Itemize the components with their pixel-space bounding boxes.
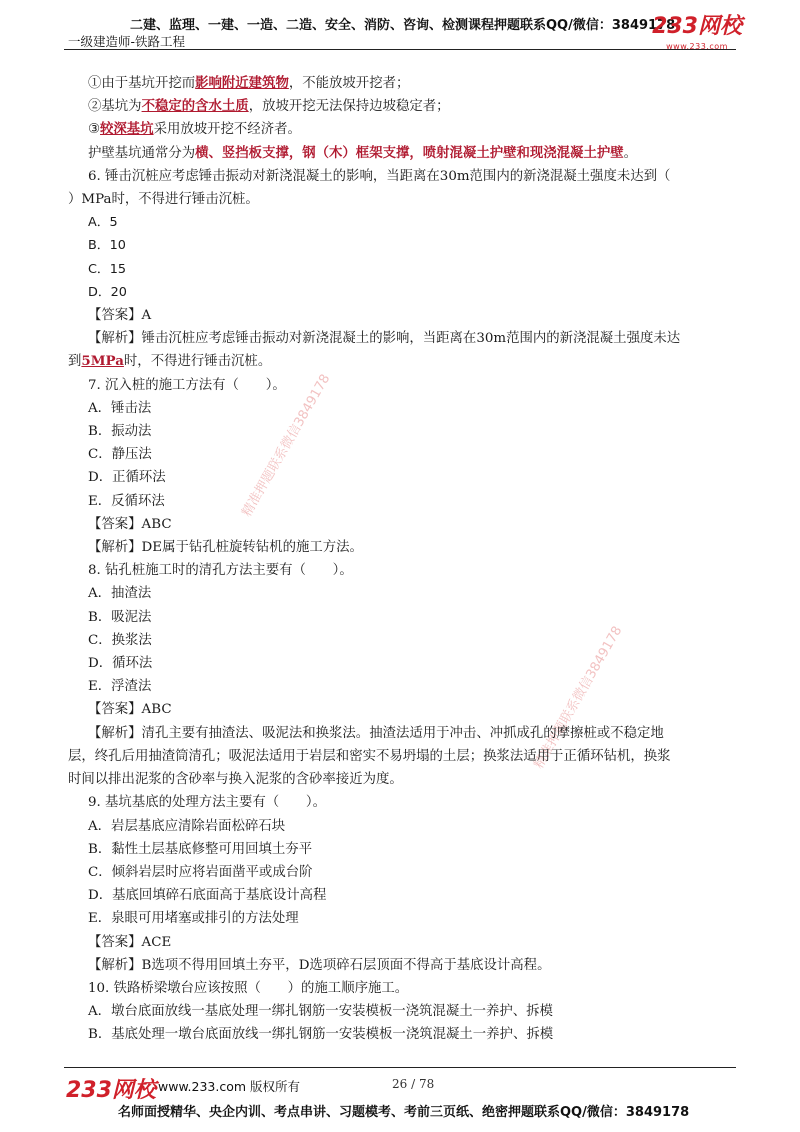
footer-logo: 233网校: [66, 1078, 156, 1103]
list-item: ③较深基坑采用放坡开挖不经济者。: [88, 121, 301, 138]
explanation-continued: 时间以排出泥浆的含砂率与换入泥浆的含砂率接近为度。: [68, 772, 403, 788]
answer: 【答案】ABC: [88, 702, 172, 718]
explanation: 【解析】DE属于钻孔桩旋转钻机的施工方法。: [88, 540, 363, 556]
page-number: 26 / 78: [392, 1077, 435, 1091]
header-contact-line: 二建、监理、一建、一造、二造、安全、消防、咨询、检测课程押题联系QQ/微信：3849178: [130, 18, 676, 33]
option: E．泉眼可用堵塞或排引的方法处理: [88, 911, 299, 927]
footer-contact-line: 名师面授精华、央企内训、考点串讲、习题模考、考前三页纸、绝密押题联系QQ/微信：3849178: [118, 1105, 690, 1120]
footer-divider: [64, 1067, 736, 1068]
list-item: ①由于基坑开挖而影响附近建筑物，不能放坡开挖者；: [88, 75, 410, 91]
option: B．基底处理一墩台底面放线一绑扎钢筋一安装模板一浇筑混凝土一养护、拆模: [88, 1027, 554, 1043]
answer: 【答案】ABC: [88, 516, 172, 532]
explanation-continued: 到5MPa时，不得进行锤击沉桩。: [68, 353, 272, 370]
document-body: [68, 72, 720, 1047]
question-8: 8. 钻孔桩施工时的清孔方法主要有（ ）。: [88, 563, 353, 579]
option: A．抽渣法: [88, 586, 152, 602]
header-divider: [64, 49, 736, 50]
watermark: 精准押题联系微信3849178: [531, 623, 626, 772]
question-7: 7. 沉入桩的施工方法有（ ）。: [88, 377, 286, 393]
footer-copyright: www.233.com 版权所有: [158, 1079, 300, 1094]
option: C．倾斜岩层时应将岩面凿平或成台阶: [88, 864, 313, 880]
option: C．静压法: [88, 447, 152, 463]
explanation: 【解析】锤击沉桩应考虑锤击振动对新浇混凝土的影响，当距离在30m范围内的新浇混凝土强度未达: [88, 331, 681, 347]
option: A．5: [88, 215, 118, 231]
paragraph: 护壁基坑通常分为横、竖挡板支撑，钢（木）框架支撑，喷射混凝土护壁和现浇混凝土护壁。: [88, 144, 638, 161]
list-item: ②基坑为不稳定的含水土质，放坡开挖无法保持边坡稳定者；: [88, 98, 450, 115]
watermark: 精准押题联系微信3849178: [239, 371, 334, 520]
option: B．振动法: [88, 424, 152, 440]
option: B．吸泥法: [88, 609, 152, 625]
question-6-continued: ）MPa时，不得进行锤击沉桩。: [68, 192, 259, 208]
option: C．15: [88, 261, 127, 277]
option: A．墩台底面放线一基底处理一绑扎钢筋一安装模板一浇筑混凝土一养护、拆模: [88, 1004, 553, 1020]
explanation: 【解析】清孔主要有抽渣法、吸泥法和换浆法。抽渣法适用于冲击、冲抓成孔的摩擦桩或不稳定地: [88, 725, 664, 741]
answer: 【答案】ACE: [88, 934, 172, 950]
question-10: 10. 铁路桥梁墩台应该按照（ ）的施工顺序施工。: [88, 980, 409, 996]
question-9: 9. 基坑基底的处理方法主要有（ ）。: [88, 795, 326, 811]
option: A．岩层基底应清除岩面松碎石块: [88, 818, 286, 834]
explanation: 【解析】B选项不得用回填土夯平，D选项碎石层顶面不得高于基底设计高程。: [88, 957, 551, 973]
option: B．10: [88, 238, 126, 254]
question-6: 6. 锤击沉桩应考虑锤击振动对新浇混凝土的影响，当距离在30m范围内的新浇混凝土强度未达到（: [88, 168, 671, 184]
option: D．20: [88, 284, 127, 300]
option: B．黏性土层基底修整可用回填土夯平: [88, 841, 313, 857]
option: C．换浆法: [88, 632, 152, 648]
option: D．循环法: [88, 656, 153, 672]
answer: 【答案】A: [88, 308, 152, 324]
explanation-continued: 层，终孔后用抽渣筒清孔；吸泥法适用于岩层和密实不易坍塌的土层；换浆法适用于正循环钻机，换浆: [68, 748, 671, 764]
brand-logo: 233网校 www.233.com: [652, 14, 742, 51]
option: E．反循环法: [88, 493, 165, 509]
document-subtitle: 一级建造师-铁路工程: [68, 34, 186, 49]
option: A．锤击法: [88, 400, 152, 416]
option: E．浮渣法: [88, 679, 152, 695]
option: D．基底回填碎石底面高于基底设计高程: [88, 888, 327, 904]
option: D．正循环法: [88, 470, 166, 486]
